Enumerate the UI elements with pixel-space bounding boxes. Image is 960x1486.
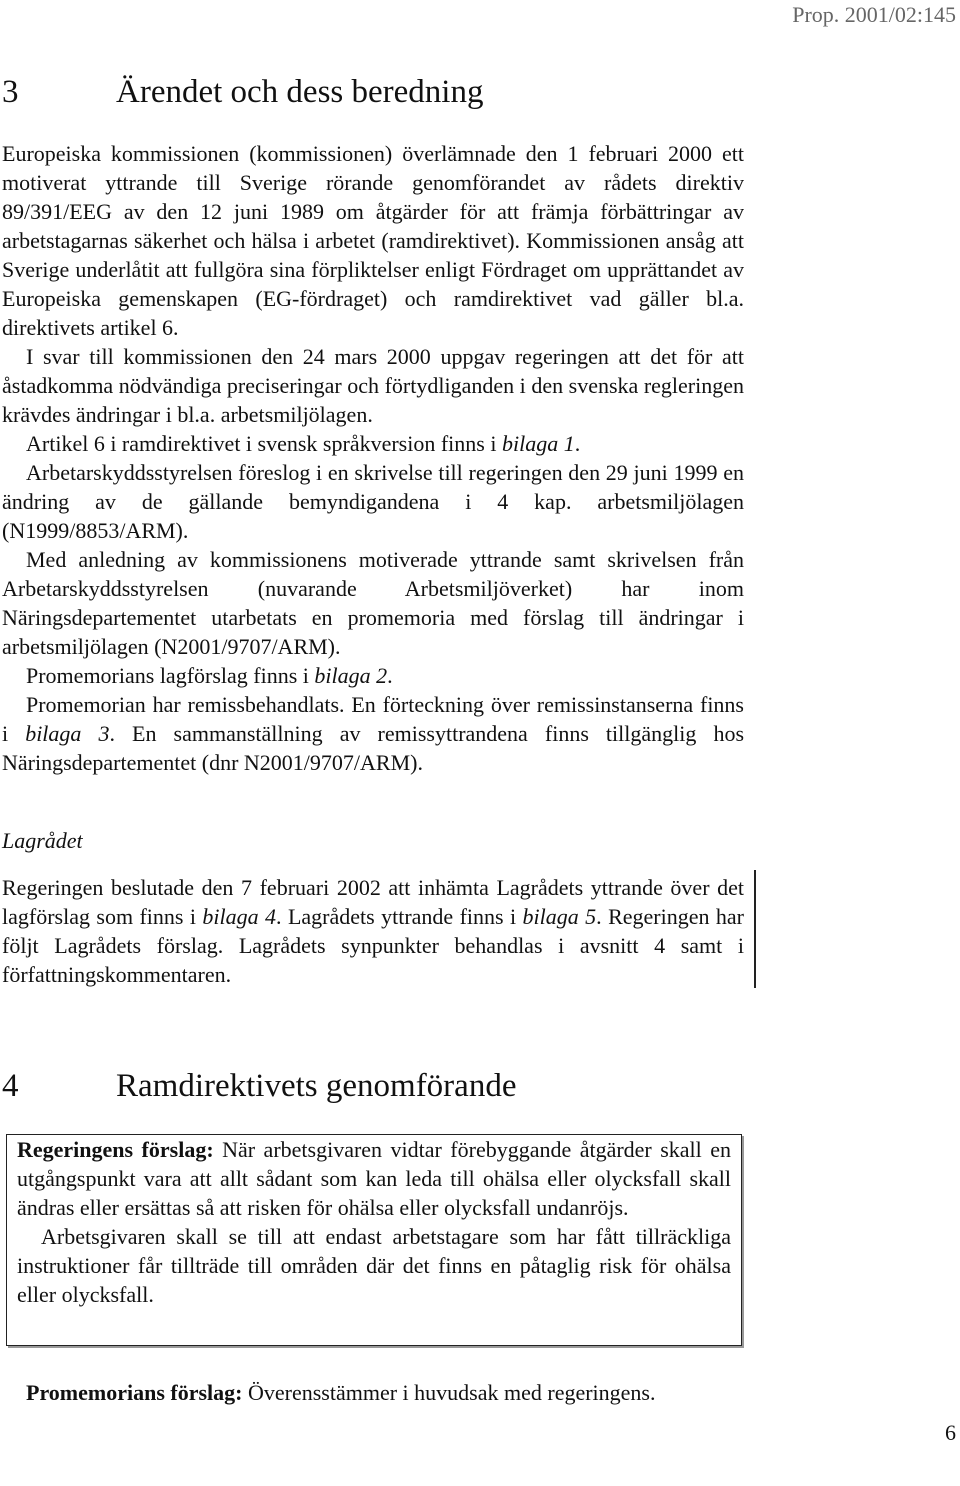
- paragraph-text: Promemorians lagförslag finns i: [26, 663, 315, 688]
- paragraph-text: Regeringen beslutade den 7 februari 2002 att inhämta Lagrådets yttrande över det lagförslag som finns i: [2, 875, 744, 929]
- page-number: 6: [945, 1420, 956, 1445]
- paragraph: [2, 873, 744, 989]
- paragraph: Arbetarskyddsstyrelsen föreslog i en skrivelse till regeringen den 29 juni 1999 en ändring av de gällande bemyndigandena i 4 kap. arbetsmiljölagen (N1999/8853/ARM).: [2, 460, 744, 543]
- appendix-reference: bilaga 3: [25, 721, 110, 746]
- paragraph-text: Promemorian har remissbehandlats. En förteckning över remissinstanserna finns i: [2, 692, 744, 746]
- paragraph: I svar till kommissionen den 24 mars 2000 uppgav regeringen att det för att åstadkomma nödvändiga preciseringar och förtydliganden i den svenska regleringen krävdes ändringar i bl.a. arbetsmiljölagen.: [2, 344, 744, 427]
- change-bar: [754, 870, 756, 988]
- paragraph-text: . En sammanställning av remissyttrandena finns tillgänglig hos Näringsdepartementet (dnr N2001/9707/ARM).: [2, 721, 744, 775]
- paragraph-text: .: [574, 431, 581, 456]
- memo-label: Promemorians förslag:: [26, 1380, 243, 1405]
- document-reference: Prop. 2001/02:145: [792, 2, 956, 27]
- paragraph-text: Överensstämmer i huvudsak med regeringens.: [242, 1380, 656, 1405]
- appendix-reference: bilaga 4: [202, 904, 277, 929]
- paragraph: Europeiska kommissionen (kommissionen) överlämnade den 1 februari 2000 ett motiverat yttrande till Sverige rörande genomförandet av rådets direktiv 89/391/EEG av den 12 juni 1989 om åtgärder för att främja förbättringar av arbetstagarnas säkerhet och hälsa i arbetet (ramdirektivet). Kommissionen ansåg att Sverige underlåtit att fullgöra sina förpliktelser enligt Fördraget om upprättandet av Europeiska gemenskapen (EG-fördraget) och ramdirektivet vad gäller bl.a. direktivets artikel 6.: [2, 141, 744, 340]
- paragraph: Med anledning av kommissionens motiverade yttrande samt skrivelsen från Arbetarskyddsstyrelsen (nuvarande Arbetsmiljöverket) har inom Näringsdepartementet utarbetats en promemoria med förslag till ändringar i arbetsmiljölagen (N2001/9707/ARM).: [2, 547, 744, 659]
- paragraph-text: . Regeringen har följt Lagrådets förslag. Lagrådets synpunkter behandlas i avsnitt 4 samt i författningskommentaren.: [2, 904, 744, 987]
- appendix-reference: bilaga 5: [522, 904, 597, 929]
- paragraph-text: . Lagrådets yttrande finns i: [276, 904, 523, 929]
- section-3-title: Ärendet och dess beredning: [116, 74, 484, 110]
- government-proposal-box: [6, 1134, 742, 1346]
- section-4-number: 4: [2, 1068, 19, 1104]
- paragraph: [17, 1135, 731, 1222]
- paragraph-text: Artikel 6 i ramdirektivet i svensk språkversion finns i: [26, 431, 502, 456]
- section-4-title: Ramdirektivets genomförande: [116, 1068, 517, 1104]
- section-3-body: [2, 139, 744, 777]
- section-4-heading: [2, 1068, 516, 1105]
- proposal-label: Regeringens förslag:: [17, 1137, 214, 1162]
- memorandum-proposal: [2, 1378, 744, 1407]
- section-3-heading: [2, 74, 483, 111]
- paragraph-text: När arbetsgivaren vidtar förebyggande åtgärder skall en utgångspunkt vara att allt sådant som kan leda till ohälsa eller olycksfall skall ändras eller ersättas så att risken för ohälsa eller olycksfall undanröjs.: [17, 1137, 731, 1220]
- lagradet-heading: Lagrådet: [2, 828, 83, 853]
- paragraph-text: .: [387, 663, 393, 688]
- paragraph: Arbetsgivaren skall se till att endast arbetstagare som har fått tillräckliga instruktioner får tillträde till områden där det finns en påtaglig risk för ohälsa eller olycksfall.: [17, 1224, 731, 1307]
- paragraph: [2, 690, 744, 777]
- paragraph: [2, 429, 744, 458]
- appendix-reference: bilaga 1: [501, 431, 575, 456]
- section-3-number: 3: [2, 74, 19, 110]
- lagradet-body: [2, 873, 744, 989]
- appendix-reference: bilaga 2: [314, 663, 388, 688]
- paragraph: [2, 661, 744, 690]
